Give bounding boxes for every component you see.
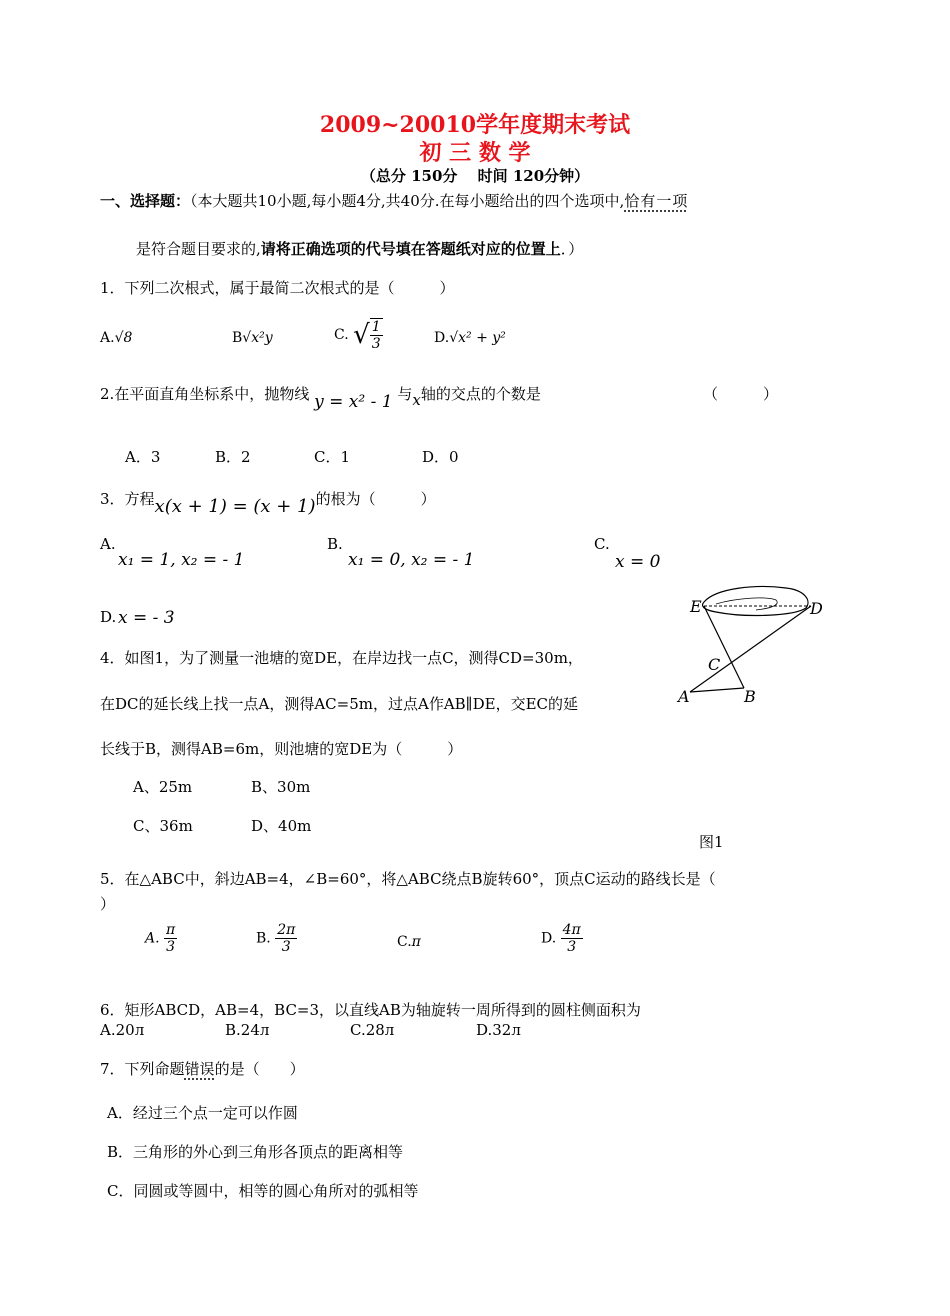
section1-heading: 一、选择题： (100, 192, 191, 210)
q7-stem-emph: 错误 (184, 1060, 215, 1078)
q6-stem: 6．矩形ABCD，AB=4，BC=3，以直线AB为轴旋转一周所得到的圆柱侧面积为 (100, 1001, 641, 1019)
q3-d-label: D. (100, 608, 117, 626)
q2-option-d: D．0 (422, 448, 459, 466)
q2-var: x (412, 391, 421, 409)
q3-a-label: A. (100, 535, 116, 553)
q6-option-a: A.20л (100, 1021, 145, 1039)
exam-meta: （总分 150分 时间 120分钟） (360, 167, 590, 185)
q1-a-expr: √8 (114, 330, 133, 346)
q2-stem (100, 383, 541, 412)
label-A: A (678, 687, 690, 706)
q4-option-d: D、40m (251, 817, 312, 835)
q5-a-label: A. (145, 930, 160, 947)
section1-intro (100, 190, 688, 211)
section1-intro-emph: 恰有一项 (624, 192, 689, 210)
q2-stem-a: 2.在平面直角坐标系中，抛物线 (100, 385, 310, 403)
q3-expr: x(x + 1) = (x + 1) (154, 496, 316, 517)
pond-inner-line (716, 598, 777, 610)
q7-option-b: B．三角形的外心到三角形各顶点的距离相等 (107, 1143, 404, 1161)
q1-option-a (100, 330, 132, 346)
q3-b-label: B. (327, 535, 343, 553)
q1-c-den: 3 (371, 336, 381, 352)
q5-c-label: C. (397, 934, 412, 950)
q6-option-c: C.28л (350, 1021, 395, 1039)
q3-d-expr: x = - 3 (118, 608, 175, 628)
label-D: D (810, 599, 823, 618)
q5-d-frac (561, 922, 583, 955)
q1-b-label: B (232, 330, 243, 346)
section1-intro-line2 (136, 238, 583, 259)
q5-line1: 5．在△ABC中，斜边AB=4，∠B=60°，将△ABC绕点B旋转60°，顶点C运动的路线长是（ (100, 870, 716, 888)
q2-stem-b: 与 (397, 385, 413, 403)
q5-b-label: B. (256, 930, 271, 947)
segment-AB (690, 688, 744, 692)
q1-a-label: A. (100, 330, 115, 346)
q5-a-den: 3 (166, 939, 176, 955)
q3-b-expr: x₁ = 0, x₂ = - 1 (348, 550, 475, 570)
q4-line1: 4．如图1，为了测量一池塘的宽DE，在岸边找一点C，测得CD=30m， (100, 649, 583, 667)
pond-outline (703, 587, 808, 616)
q1-b-expr: √x²y (242, 330, 273, 346)
q7-stem-b: 的是（ ） (214, 1060, 305, 1078)
section1-intro-b-bold: 请将正确选项的代号填在答题纸对应的位置上 (260, 240, 561, 258)
q1-option-d (434, 330, 506, 346)
section1-intro-a: （本大题共10小题,每小题4分,共40分.在每小题给出的四个选项中, (190, 192, 625, 210)
q5-b-frac (275, 922, 297, 955)
label-B: B (744, 687, 756, 706)
q1-d-expr: √x² + y² (449, 330, 506, 346)
q5-d-num: 4π (562, 922, 581, 938)
q1-d-label: D. (434, 330, 450, 346)
q3-c-label: C. (594, 535, 610, 553)
q4-option-b: B、30m (251, 778, 311, 796)
section1-intro-b-post: ．） (560, 240, 584, 258)
q4-line3: 长线于B，测得AB=6m，则池塘的宽DE为（ ） (100, 740, 463, 758)
section1-intro-b-pre: 是符合题目要求的, (136, 240, 261, 258)
q4-option-c: C、36m (133, 817, 193, 835)
q1-c-num: 1 (371, 319, 381, 335)
q7-option-a: A．经过三个点一定可以作圆 (107, 1104, 298, 1122)
q2-option-a: A．3 (125, 448, 161, 466)
q2-option-c: C．1 (314, 448, 351, 466)
segment-DA (690, 606, 811, 692)
q7-option-c: C．同圆或等圆中，相等的圆心角所对的弧相等 (107, 1182, 419, 1200)
q5-d-label: D. (541, 930, 557, 947)
q5-option-c (397, 934, 421, 950)
q2-paren: （ ） (703, 385, 779, 403)
q5-b-num: 2π (277, 922, 296, 938)
q1-option-b (232, 330, 273, 346)
q1-c-radical: √ (353, 320, 370, 350)
q3-c-expr: x = 0 (615, 552, 661, 572)
q5-option-d (541, 922, 583, 955)
q5-line2: ） (100, 895, 116, 913)
q5-option-b (256, 922, 297, 955)
figure-1-caption: 图1 (699, 833, 724, 851)
exam-subject: 初 三 数 学 (419, 140, 531, 166)
q5-a-num: π (166, 922, 176, 938)
q2-stem-c: 轴的交点的个数是 (420, 385, 541, 403)
segment-EB (704, 606, 744, 688)
q4-option-a: A、25m (133, 778, 193, 796)
exam-title: 2009~20010学年度期末考试 (319, 112, 631, 138)
q6-option-d: D.32л (476, 1021, 521, 1039)
q3-stem-a: 3．方程 (100, 490, 155, 508)
q3-stem-b: 的根为（ ） (315, 490, 436, 508)
label-E: E (690, 597, 702, 616)
q2-expr: y = x² - 1 (314, 392, 393, 412)
q5-d-den: 3 (567, 939, 577, 955)
label-C: C (708, 655, 721, 674)
q5-option-a (145, 922, 177, 955)
q5-b-den: 3 (281, 939, 291, 955)
q1-c-frac (370, 318, 383, 352)
q3-stem (100, 488, 436, 517)
q3-a-expr: x₁ = 1, x₂ = - 1 (118, 550, 245, 570)
q7-stem-a: 7．下列命题 (100, 1060, 185, 1078)
q4-line2: 在DC的延长线上找一点A，测得AC=5m，过点A作AB∥DE，交EC的延 (100, 695, 579, 713)
q1-c-label: C. (334, 327, 349, 343)
q5-c-expr: π (411, 934, 421, 950)
figure-1-pond-diagram (676, 578, 836, 708)
q6-option-b: B.24л (225, 1021, 270, 1039)
q1-stem: 1．下列二次根式，属于最简二次根式的是（ ） (100, 279, 455, 297)
q7-stem (100, 1058, 305, 1079)
q5-a-frac (164, 922, 177, 955)
q1-option-c (334, 318, 383, 352)
q2-option-b: B．2 (215, 448, 251, 466)
